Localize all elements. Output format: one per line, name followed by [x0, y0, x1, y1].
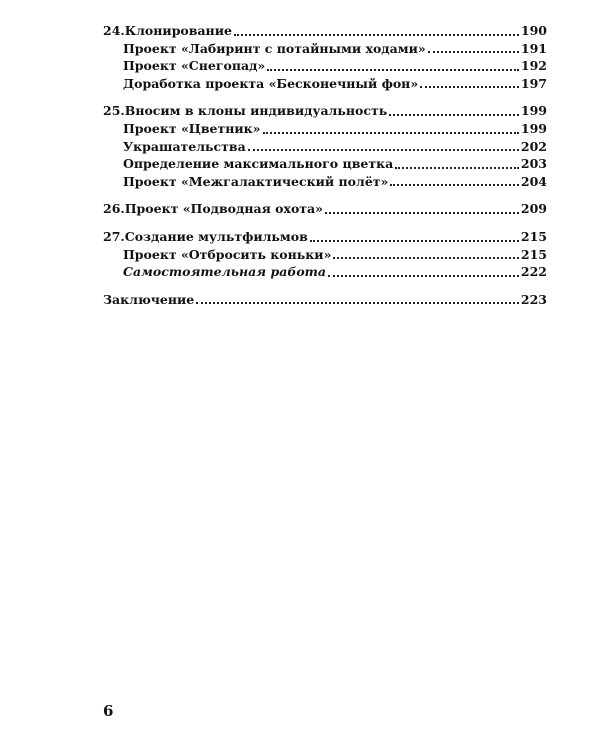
dot-leader — [248, 149, 519, 151]
toc-entry-label: Проект «Отбросить коньки» — [123, 246, 332, 262]
chapter-number: 25. — [103, 103, 125, 119]
toc-page-number: 204 — [520, 173, 547, 189]
dot-leader — [420, 86, 519, 88]
dot-leader — [333, 257, 519, 259]
toc-subentry — [103, 138, 547, 156]
dot-leader — [390, 184, 519, 186]
table-of-contents — [103, 22, 547, 308]
toc-entry-label: Вносим в клоны индивидуальность — [124, 103, 388, 119]
toc-entry-label: Украшательства — [123, 138, 246, 154]
dot-leader — [310, 240, 519, 242]
toc-page-number: 215 — [520, 246, 547, 262]
dot-leader — [389, 114, 519, 116]
toc-page-number: 209 — [520, 201, 547, 217]
toc-entry-label: Создание мультфильмов — [124, 228, 308, 244]
toc-entry-label: Клонирование — [124, 23, 232, 38]
dot-leader — [395, 167, 519, 169]
toc-entry-label: Определение максимального цветка — [123, 156, 394, 172]
toc-page-number: 190 — [520, 23, 547, 38]
toc-entry-label: Доработка проекта «Бесконечный фон» — [123, 75, 419, 91]
toc-chapter — [103, 228, 547, 246]
dot-leader — [234, 34, 519, 36]
toc-chapter — [103, 22, 547, 40]
dot-leader — [267, 69, 519, 71]
toc-subentry — [103, 40, 547, 58]
toc-page-number: 192 — [520, 58, 547, 74]
toc-entry-label: Проект «Межгалактический полёт» — [123, 173, 389, 189]
toc-subentry — [103, 155, 547, 173]
dot-leader — [328, 275, 519, 277]
toc-subentry — [103, 173, 547, 191]
toc-page-number: 203 — [520, 156, 547, 172]
toc-page-number: 222 — [520, 264, 547, 280]
toc-page-number: 202 — [520, 138, 547, 154]
toc-subentry — [103, 263, 547, 281]
toc-chapter — [103, 102, 547, 120]
toc-chapter — [103, 200, 547, 218]
dot-leader — [263, 132, 519, 134]
toc-entry-label: Проект «Цветник» — [123, 120, 261, 136]
dot-leader — [325, 212, 519, 214]
toc-entry-label: Проект «Снегопад» — [123, 58, 266, 74]
chapter-number: 27. — [103, 228, 125, 244]
toc-subentry — [103, 75, 547, 93]
toc-subentry — [103, 246, 547, 264]
toc-page-number: 191 — [520, 40, 547, 56]
toc-entry-label: Самостоятельная работа — [123, 264, 327, 280]
toc-entry-label: Заключение — [103, 291, 195, 307]
toc-subentry — [103, 120, 547, 138]
chapter-number: 26. — [103, 201, 125, 217]
toc-page-number: 199 — [520, 103, 547, 119]
dot-leader — [196, 302, 519, 304]
toc-page-number: 215 — [520, 228, 547, 244]
toc-entry-label: Проект «Лабиринт с потайными ходами» — [123, 40, 426, 56]
toc-entry-label: Проект «Подводная охота» — [124, 201, 323, 217]
toc-page-number: 223 — [520, 291, 547, 307]
toc-page-number: 199 — [520, 120, 547, 136]
toc-page-number: 197 — [520, 75, 547, 91]
toc-conclusion — [103, 291, 547, 309]
toc-subentry — [103, 57, 547, 75]
page-number: 6 — [103, 702, 114, 720]
chapter-number: 24. — [103, 23, 125, 38]
dot-leader — [428, 51, 519, 53]
